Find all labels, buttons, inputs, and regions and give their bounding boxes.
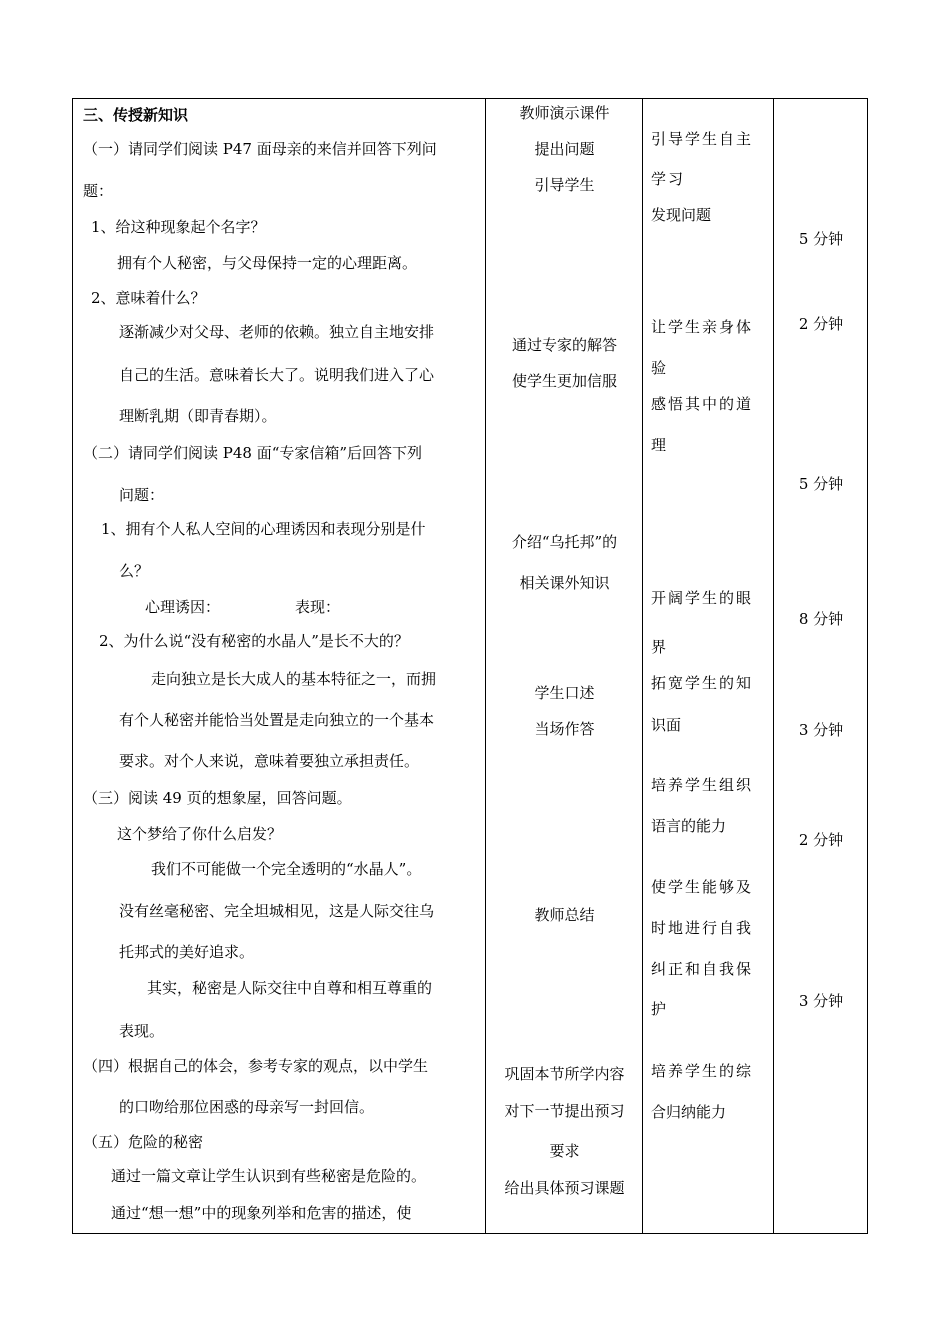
purpose-line: 培养学生的综 — [651, 1062, 754, 1080]
time-value: 3 分钟 — [798, 721, 844, 739]
content-line: 这个梦给了你什么启发？ — [117, 825, 283, 843]
content-line: 2、意味着什么？ — [91, 289, 206, 307]
teacher-line: 对下一节提出预习 — [504, 1102, 625, 1120]
purpose-line: 纠正和自我保 — [651, 960, 754, 978]
content-line: 通过“想一想”中的现象列举和危害的描述，使 — [111, 1204, 412, 1222]
teacher-line: 教师演示课件 — [519, 104, 610, 122]
teacher-line: 教师总结 — [534, 906, 595, 924]
time-value: 8 分钟 — [798, 610, 844, 628]
content-line: 的口吻给那位困惑的母亲写一封回信。 — [119, 1098, 375, 1116]
purpose-line: 识面 — [651, 716, 682, 734]
content-line: 要求。对个人来说，意味着要独立承担责任。 — [119, 752, 420, 770]
content-line: 题： — [83, 182, 114, 200]
content-line: 其实，秘密是人际交往中自尊和相互尊重的 — [147, 979, 433, 997]
content-line: 1、拥有个人私人空间的心理诱因和表现分别是什 — [101, 520, 426, 538]
purpose-line: 语言的能力 — [651, 817, 727, 835]
purpose-line: 时地进行自我 — [651, 919, 754, 937]
column-divider — [485, 99, 486, 1233]
teacher-line: 要求 — [549, 1142, 580, 1160]
purpose-line: 合归纳能力 — [651, 1103, 727, 1121]
time-value: 2 分钟 — [798, 315, 844, 333]
teacher-activity-column — [487, 99, 642, 1233]
content-line: 有个人秘密并能恰当处置是走向独立的一个基本 — [119, 711, 435, 729]
content-line: 表现。 — [119, 1022, 165, 1040]
purpose-line: 护 — [651, 1000, 667, 1018]
content-line: 1、给这种现象起个名字？ — [91, 218, 266, 236]
teacher-line: 相关课外知识 — [519, 574, 610, 592]
content-column — [73, 99, 485, 1233]
content-line: 2、为什么说“没有秘密的水晶人”是长不大的？ — [99, 632, 409, 650]
purpose-line: 引导学生自主 — [651, 130, 754, 148]
purpose-line: 理 — [651, 436, 667, 454]
content-line: 么？ — [119, 562, 150, 580]
teacher-line: 当场作答 — [534, 720, 595, 738]
purpose-line: 培养学生组织 — [651, 776, 754, 794]
content-line: （五）危险的秘密 — [83, 1133, 204, 1151]
purpose-column — [644, 99, 773, 1233]
content-line: 走向独立是长大成人的基本特征之一，而拥 — [151, 670, 437, 688]
column-divider — [642, 99, 643, 1233]
purpose-line: 让学生亲身体 — [651, 318, 754, 336]
content-line: 自己的生活。意味着长大了。说明我们进入了心 — [119, 366, 435, 384]
teacher-line: 引导学生 — [534, 176, 595, 194]
teacher-line: 学生口述 — [534, 684, 595, 702]
purpose-line: 界 — [651, 638, 667, 656]
purpose-line: 使学生能够及 — [651, 878, 754, 896]
content-line: 没有丝毫秘密、完全坦城相见，这是人际交往乌 — [119, 902, 435, 920]
teacher-line: 介绍“乌托邦”的 — [511, 533, 618, 551]
content-line: （一）请同学们阅读 P47 面母亲的来信并回答下列问 — [83, 140, 437, 158]
content-line: 拥有个人秘密，与父母保持一定的心理距离。 — [117, 254, 418, 272]
content-line: （四）根据自己的体会，参考专家的观点，以中学生 — [83, 1057, 429, 1075]
purpose-line: 感悟其中的道 — [651, 395, 754, 413]
time-value: 2 分钟 — [798, 831, 844, 849]
content-line: 心理诱因： — [145, 598, 221, 616]
teacher-line: 提出问题 — [534, 140, 595, 158]
content-line: （二）请同学们阅读 P48 面“专家信箱”后回答下列 — [83, 444, 423, 462]
purpose-line: 发现问题 — [651, 206, 712, 224]
purpose-line: 开阔学生的眼 — [651, 589, 754, 607]
content-line: 表现： — [295, 598, 341, 616]
column-divider — [773, 99, 774, 1233]
purpose-line: 拓宽学生的知 — [651, 674, 754, 692]
content-line: （三）阅读 49 页的想象屋，回答问题。 — [83, 789, 352, 807]
content-line: 托邦式的美好追求。 — [119, 943, 255, 961]
content-line: 我们不可能做一个完全透明的“水晶人”。 — [151, 860, 422, 878]
teacher-line: 给出具体预习课题 — [504, 1179, 625, 1197]
time-column — [775, 99, 867, 1233]
time-value: 5 分钟 — [798, 230, 844, 248]
lesson-plan-table — [72, 98, 868, 1234]
purpose-line: 验 — [651, 359, 667, 377]
time-value: 5 分钟 — [798, 475, 844, 493]
section-heading: 三、传授新知识 — [83, 106, 189, 124]
content-line: 逐渐减少对父母、老师的依赖。独立自主地安排 — [119, 323, 435, 341]
teacher-line: 使学生更加信服 — [511, 372, 617, 390]
purpose-line: 学习 — [651, 170, 686, 188]
content-line: 通过一篇文章让学生认识到有些秘密是危险的。 — [111, 1167, 427, 1185]
content-line: 问题： — [119, 486, 165, 504]
time-value: 3 分钟 — [798, 992, 844, 1010]
content-line: 理断乳期（即青春期）。 — [119, 407, 277, 425]
teacher-line: 巩固本节所学内容 — [504, 1065, 625, 1083]
teacher-line: 通过专家的解答 — [511, 336, 617, 354]
